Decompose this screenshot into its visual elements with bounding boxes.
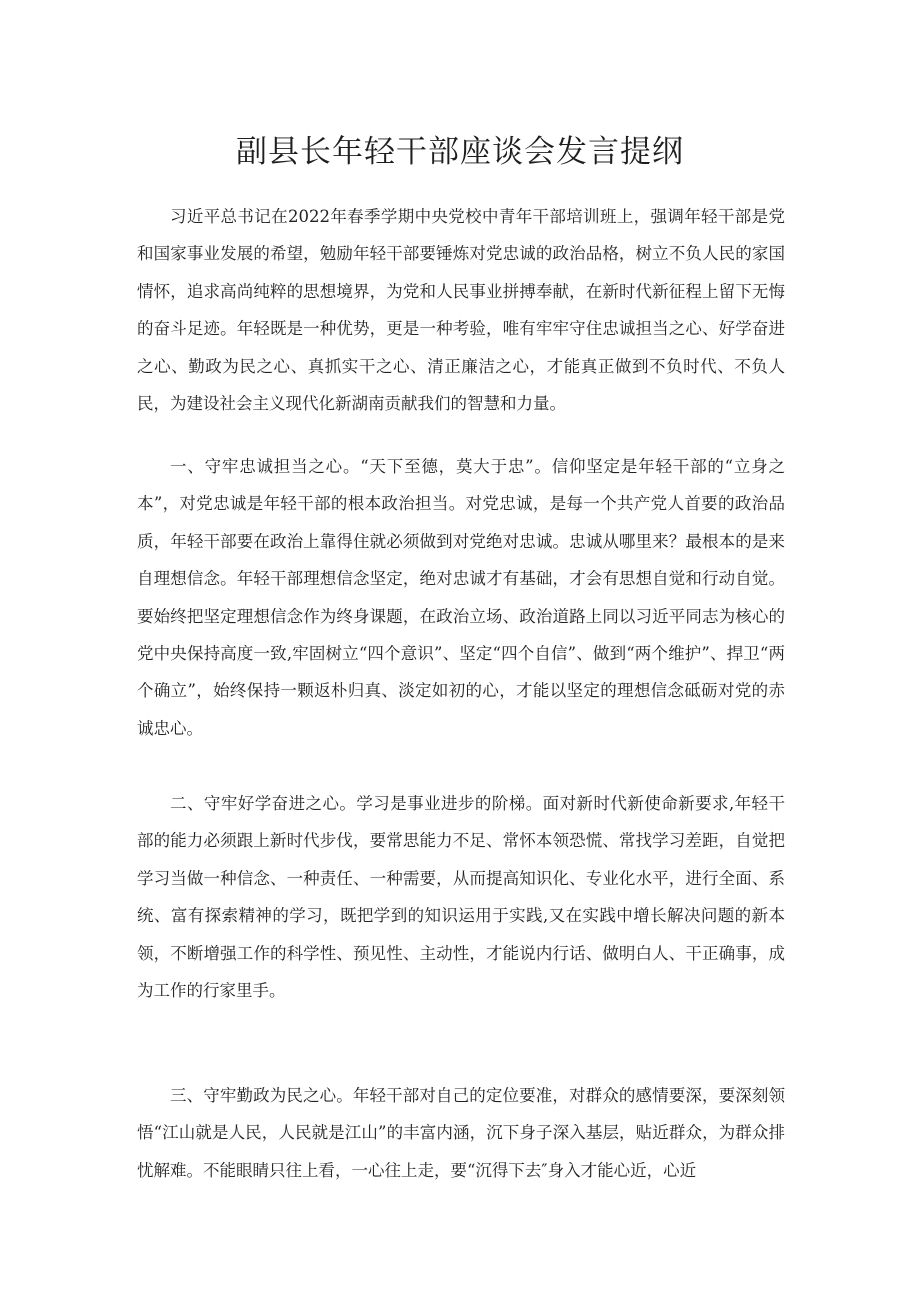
paragraph-section-2: 二、守牢好学奋进之心。学习是事业进步的阶梯。面对新时代新使命新要求,年轻干部的能力必须跟上新时代步伐，要常思能力不足、常怀本领恐慌、常找学习差距，自觉把学习当做一种信念、一种责任、一种需要，从而提高知识化、专业化水平，进行全面、系统、富有探索精神的学习，既把学到的知识运用于实践,又在实践中增长解决问题的新本领，不断增强工作的科学性、预见性、主动性，才能说内行话、做明白人、干正确事，成为工作的行家里手。 [137,794,785,1001]
paragraph-section-3: 三、守牢勤政为民之心。年轻干部对自己的定位要准，对群众的感情要深，要深刻领悟“江山就是人民，人民就是江山”的丰富内涵，沉下身子深入基层，贴近群众，为群众排忧解难。不能眼睛只往上看，一心往上走，要“沉得下去″身入才能心近，心近 [137,1086,785,1180]
paragraph-intro: 习近平总书记在2022年春季学期中央党校中青年干部培训班上，强调年轻干部是党和国家事业发展的希望，勉励年轻干部要锤炼对党忠诚的政治品格，树立不负人民的家国情怀，追求高尚纯粹的思想境界，为党和人民事业拼搏奉献，在新时代新征程上留下无悔的奋斗足迹。年轻既是一种优势，更是一种考验，唯有牢牢守住忠诚担当之心、好学奋进之心、勤政为民之心、真抓实干之心、清正廉洁之心，才能真正做到不负时代、不负人民，为建设社会主义现代化新湖南贡献我们的智慧和力量。 [137,207,785,414]
document-title: 副县长年轻干部座谈会发言提纲 [236,134,684,170]
paragraph-section-1: 一、守牢忠诚担当之心。“天下至德，莫大于忠”。信仰坚定是年轻干部的“立身之本”，对党忠诚是年轻干部的根本政治担当。对党忠诚，是每一个共产党人首要的政治品质，年轻干部要在政治上靠得住就必须做到对党绝对忠诚。忠诚从哪里来？最根本的是来自理想信念。年轻干部理想信念坚定，绝对忠诚才有基础，才会有思想自觉和行动自觉。要始终把坚定理想信念作为终身课题，在政治立场、政治道路上同以习近平同志为核心的党中央保持高度一致,牢固树立“四个意识”、坚定“四个自信”、做到“两个维护”、捍卫“两个确立”，始终保持一颗返朴归真、淡定如初的心，才能以坚定的理想信念砥砺对党的赤诚忠心。 [137,457,785,738]
